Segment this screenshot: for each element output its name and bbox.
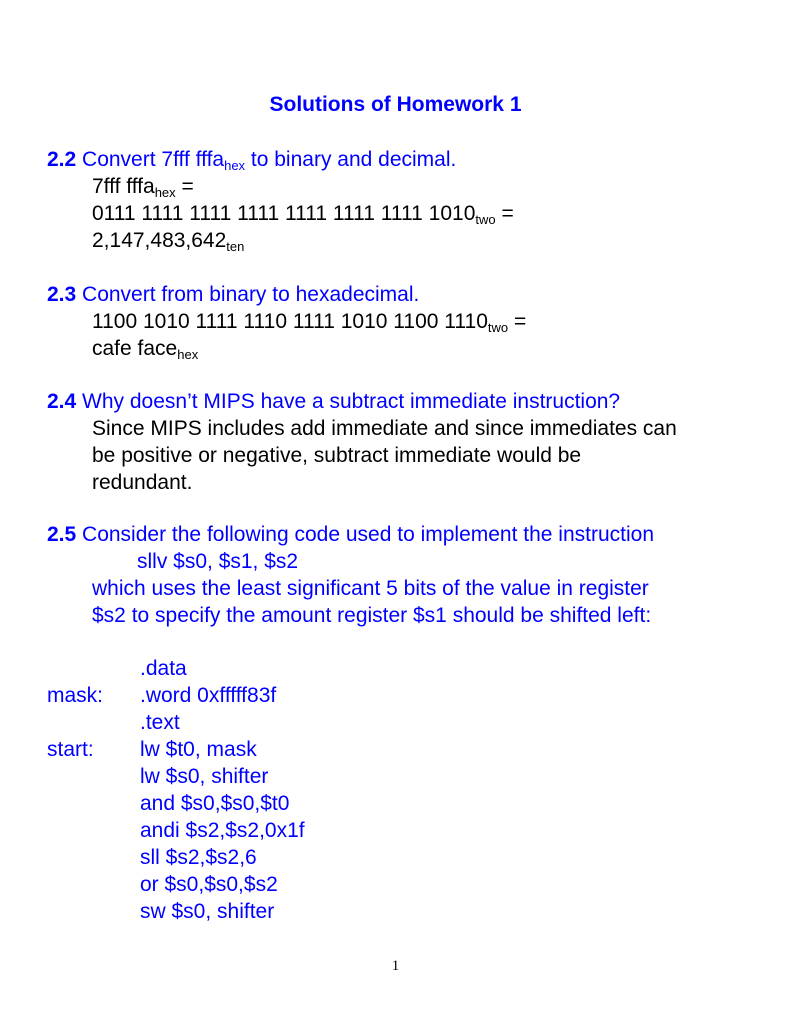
subscript: two: [475, 212, 496, 227]
question-text: sllv $s0, $s1, $s2: [137, 550, 299, 573]
answer-line: [92, 336, 198, 362]
question-number: 2.2: [47, 148, 77, 171]
answer-text: cafe face: [92, 337, 178, 360]
question-text: Why doesn’t MIPS have a subtract immediate instruction?: [76, 390, 621, 413]
code-line: or $s0,$s0,$s2: [140, 873, 278, 896]
answer-line: [92, 201, 514, 227]
code-line: sw $s0, shifter: [140, 900, 275, 923]
question-text: Convert 7fff fffa: [76, 148, 225, 171]
question-text: to binary and decimal.: [245, 148, 457, 171]
code-line: .data: [140, 657, 187, 680]
answer-line: [92, 174, 194, 200]
answer-text: =: [175, 175, 194, 198]
question-2-5: [47, 522, 654, 548]
question-2-3: [47, 282, 419, 308]
question-2-2: [47, 147, 456, 173]
answer-text: =: [495, 202, 514, 225]
code-line: lw $s0, shifter: [140, 765, 269, 788]
subscript: hex: [224, 158, 246, 173]
question-text: $s2 to specify the amount register $s1 should be shifted left:: [92, 604, 652, 627]
answer-text: 2,147,483,642: [92, 229, 227, 252]
answer-line: be positive or negative, subtract immediate would be: [92, 444, 582, 467]
question-text: Consider the following code used to implement the instruction: [76, 523, 655, 546]
subscript: hex: [154, 185, 176, 200]
page-title: Solutions of Homework 1: [269, 93, 522, 116]
page-number: 1: [391, 958, 400, 974]
code-line: sll $s2,$s2,6: [140, 846, 257, 869]
code-line: lw $t0, mask: [140, 738, 257, 761]
code-line: .text: [140, 711, 180, 734]
question-text: Convert from binary to hexadecimal.: [76, 283, 420, 306]
code-label: mask:: [47, 684, 104, 707]
question-number: 2.3: [47, 283, 77, 306]
answer-line: [92, 228, 244, 254]
code-line: and $s0,$s0,$t0: [140, 792, 290, 815]
answer-line: [92, 309, 526, 335]
answer-text: 1100 1010 1111 1110 1111 1010 1100 1110: [92, 310, 488, 333]
answer-text: 7fff fffa: [92, 175, 155, 198]
code-label: start:: [47, 738, 94, 761]
subscript: hex: [177, 347, 199, 362]
subscript: ten: [226, 239, 245, 254]
question-2-4: [47, 389, 620, 415]
answer-text: =: [508, 310, 527, 333]
answer-line: redundant.: [92, 471, 193, 494]
code-line: andi $s2,$s2,0x1f: [140, 819, 305, 842]
question-number: 2.4: [47, 390, 77, 413]
question-number: 2.5: [47, 523, 77, 546]
code-line: .word 0xfffff83f: [140, 684, 277, 707]
subscript: two: [487, 320, 509, 335]
answer-text: 0111 1111 1111 1111 1111 1111 1111 1010: [92, 202, 476, 225]
question-text: which uses the least significant 5 bits of the value in register: [92, 577, 649, 600]
answer-line: Since MIPS includes add immediate and since immediates can: [92, 417, 677, 440]
